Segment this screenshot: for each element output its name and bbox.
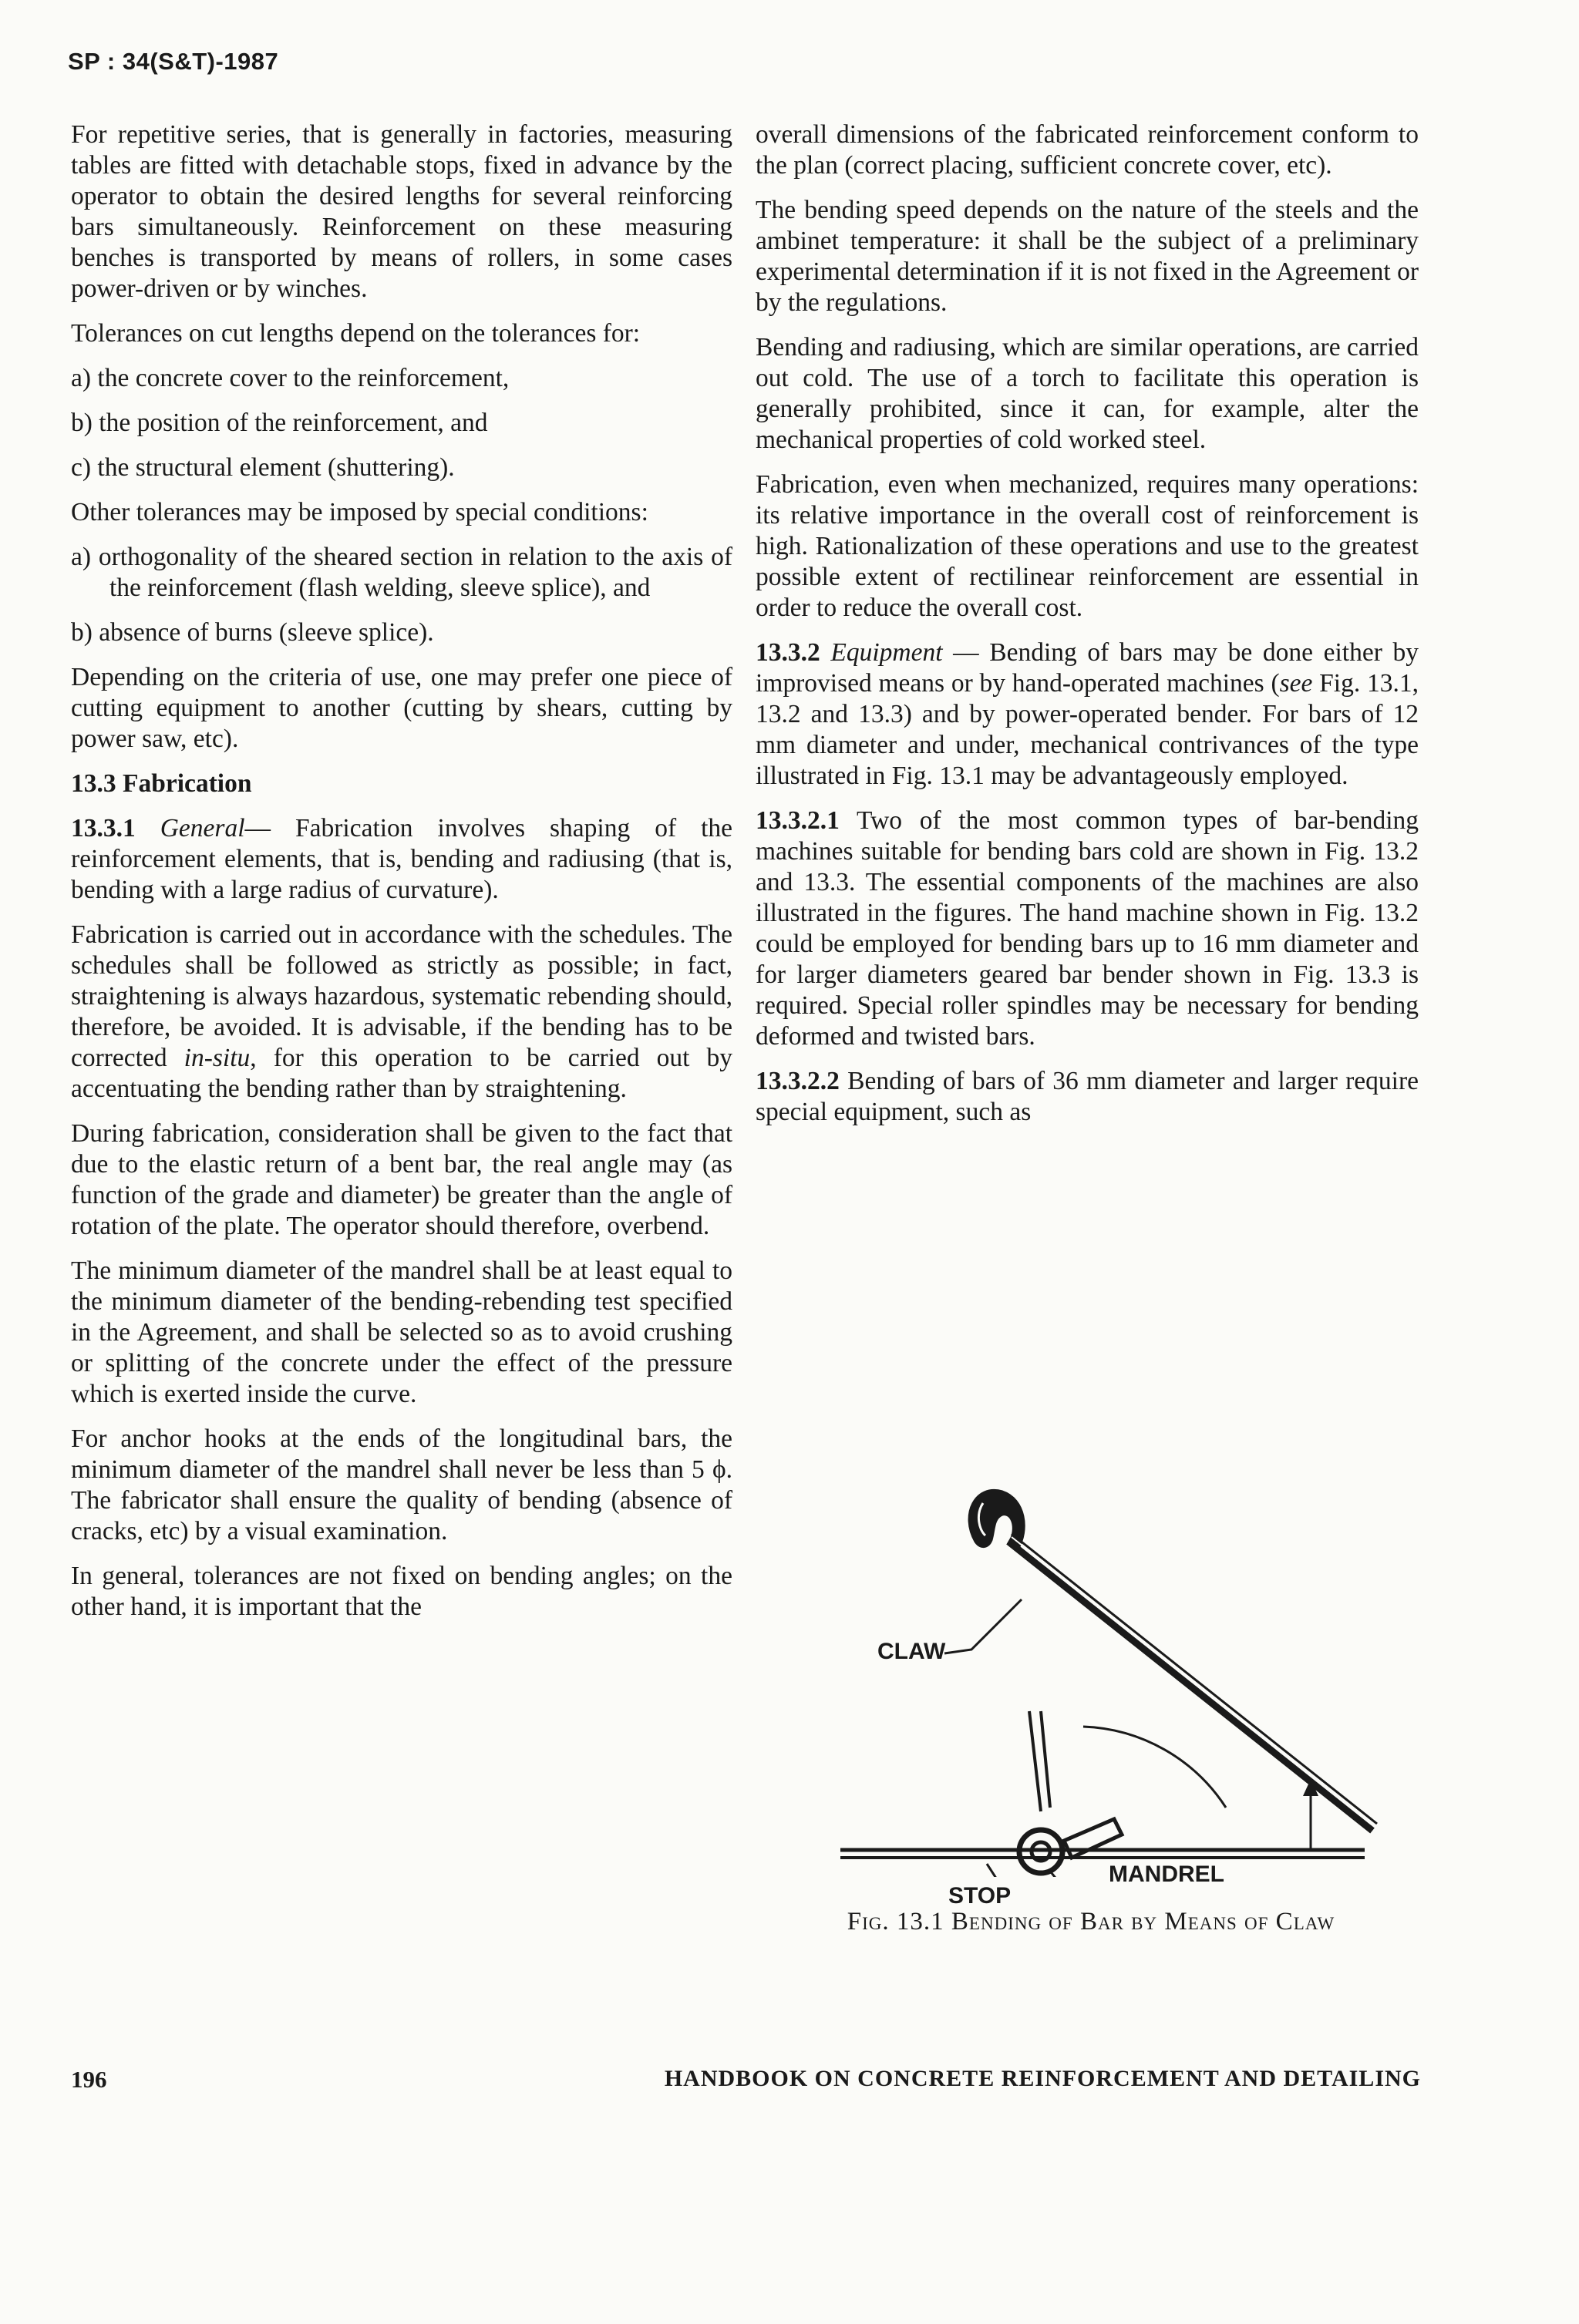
list-item: b) the position of the reinforcement, and [71, 409, 488, 437]
paragraph: The minimum diameter of the mandrel shall be at least equal to the minimum diameter of the bending-rebending test specified in the Agreement, and shall be selected so as to avoid crushing or splitting of the concrete under the effect of the pressure which is exerted inside the curve. [71, 1256, 732, 1408]
running-footer-title: HANDBOOK ON CONCRETE REINFORCEMENT AND DETAILING [664, 2066, 1421, 2091]
bar-vertical [1029, 1711, 1041, 1811]
figure-claw-bending [810, 1457, 1396, 1909]
section-heading: 13.3 Fabrication [71, 769, 252, 798]
list-item: a) orthogonality of the sheared section in relation to the axis of the reinforcement (flash welding, sleeve splice), and [71, 543, 732, 602]
paragraph: During fabrication, consideration shall be given to the fact that due to the elastic return of a bent bar, the real angle may (as function of the grade and diameter) be greater than the angle of rotation of the plate. The operator should therefore, overbend. [71, 1119, 732, 1240]
italic-term: see [1279, 669, 1313, 698]
claw-handle-highlight [1012, 1537, 1375, 1826]
text-run: Fabrication is carried out in accordance with the schedules. The schedules shall be followed as strictly as possible; in fact, straightening is always hazardous, systematic rebending should, therefore, be avoided. It is advisable, if the bending has to be corrected [71, 920, 732, 1072]
clause-text: Bending of bars of 36 mm diameter and larger require special equipment, such as [756, 1067, 1419, 1126]
paragraph [756, 805, 1419, 1052]
list-item: c) the structural element (shuttering). [71, 453, 455, 482]
stop-label: STOP [948, 1883, 1012, 1909]
paragraph: Other tolerances may be imposed by special conditions: [71, 498, 648, 526]
page-number: 196 [71, 2066, 107, 2093]
text-run: , for this operation to be carried out by accentuating the bending rather than by straightening. [71, 1044, 733, 1103]
claw-diagram [810, 1457, 1396, 1877]
paragraph: For repetitive series, that is generally in factories, measuring tables are fitted with detachable stops, fixed in advance by the operator to obtain the desired lengths for several reinforcing bars simultaneously. Reinforcement on these measuring benches is transported by means of rollers, in some cases power-driven or by winches. [71, 120, 732, 303]
paragraph: overall dimensions of the fabricated reinforcement conform to the plan (correct placing, sufficient concrete cover, etc). [756, 120, 1419, 180]
paragraph: Fabrication, even when mechanized, requires many operations: its relative importance in the overall cost of reinforcement is high. Rationalization of these operations and use to the greatest possible extent of rectilinear reinforcement are essential in order to reduce the overall cost. [756, 470, 1419, 622]
figure-caption: Fig. 13.1 Bending of Bar by Means of Claw [847, 1908, 1335, 1936]
paragraph [71, 813, 732, 906]
stop-leader [987, 1864, 1018, 1877]
left-column [71, 119, 732, 1636]
mandrel-label: MANDREL [1109, 1862, 1224, 1887]
paragraph: For anchor hooks at the ends of the longitudinal bars, the minimum diameter of the mandrel shall never be less than 5 ϕ. The fabricator shall ensure the quality of bending (absence of cracks, etc) by a visual examination. [71, 1424, 732, 1545]
claw-leader [944, 1599, 1022, 1653]
paragraph: Bending and radiusing, which are similar operations, are carried out cold. The use of a torch to facilitate this operation is generally prohibited, since it can, for example, alter the mechanical properties of cold worked steel. [756, 333, 1419, 454]
right-column [756, 119, 1419, 1142]
paragraph [756, 1066, 1419, 1128]
paragraph: In general, tolerances are not fixed on bending angles; on the other hand, it is important that the [71, 1562, 732, 1621]
clause-text: — Fabrication involves shaping of the reinforcement elements, that is, bending and radiusing (that is, bending with a large radius of curvature). [71, 814, 733, 904]
mandrel-leader [1049, 1869, 1106, 1877]
text-run: Fig. 13.1, 13.2 and 13.3) and by power-operated bender. For bars of 12 mm diameter and under, mechanical contrivances of the type illustrated in Fig. 13.1 may be advantageously employed. [756, 669, 1419, 790]
list-item: b) absence of burns (sleeve splice). [71, 618, 434, 647]
clause-number: 13.3.2.2 [756, 1067, 840, 1095]
document-code-header: SP : 34(S&T)-1987 [68, 48, 279, 75]
paragraph: Tolerances on cut lengths depend on the tolerances for: [71, 319, 641, 348]
italic-term: in-situ [183, 1044, 251, 1072]
clause-number: 13.3.2 [756, 638, 820, 667]
text-run: — Bending of bars may be done either by improvised means or by hand-operated machines ( [756, 638, 1419, 698]
clause-number: 13.3.1 [71, 814, 136, 842]
clause-number: 13.3.2.1 [756, 806, 840, 835]
list-item: a) the concrete cover to the reinforcement, [71, 364, 510, 392]
claw-label: CLAW [877, 1639, 946, 1664]
claw-handle [1008, 1542, 1372, 1831]
bar-vertical-2 [1041, 1711, 1050, 1808]
rotation-arc [1083, 1727, 1226, 1808]
clause-text: Two of the most common types of bar-bending machines suitable for bending bars cold are shown in Fig. 13.2 and 13.3. The essential components of the machines are also illustrated in the figures. The hand machine shown in Fig. 13.2 could be employed for bending bars up to 16 mm diameter and for larger diameters geared bar bender shown in Fig. 13.3 is required. Special roller spindles may be necessary for bending deformed and twisted bars. [756, 806, 1419, 1051]
paragraph: The bending speed depends on the nature of the steels and the ambinet temperature: it shall be the subject of a preliminary experimental determination if it is not fixed in the Agreement or by the regulations. [756, 196, 1419, 317]
clause-title: Equipment [830, 638, 943, 667]
paragraph: Depending on the criteria of use, one may prefer one piece of cutting equipment to another (cutting by shears, cutting by power saw, etc). [71, 663, 732, 753]
paragraph [756, 637, 1419, 792]
clause-title: General [160, 814, 245, 842]
claw-handle-edge [1012, 1534, 1377, 1824]
paragraph [71, 920, 732, 1105]
